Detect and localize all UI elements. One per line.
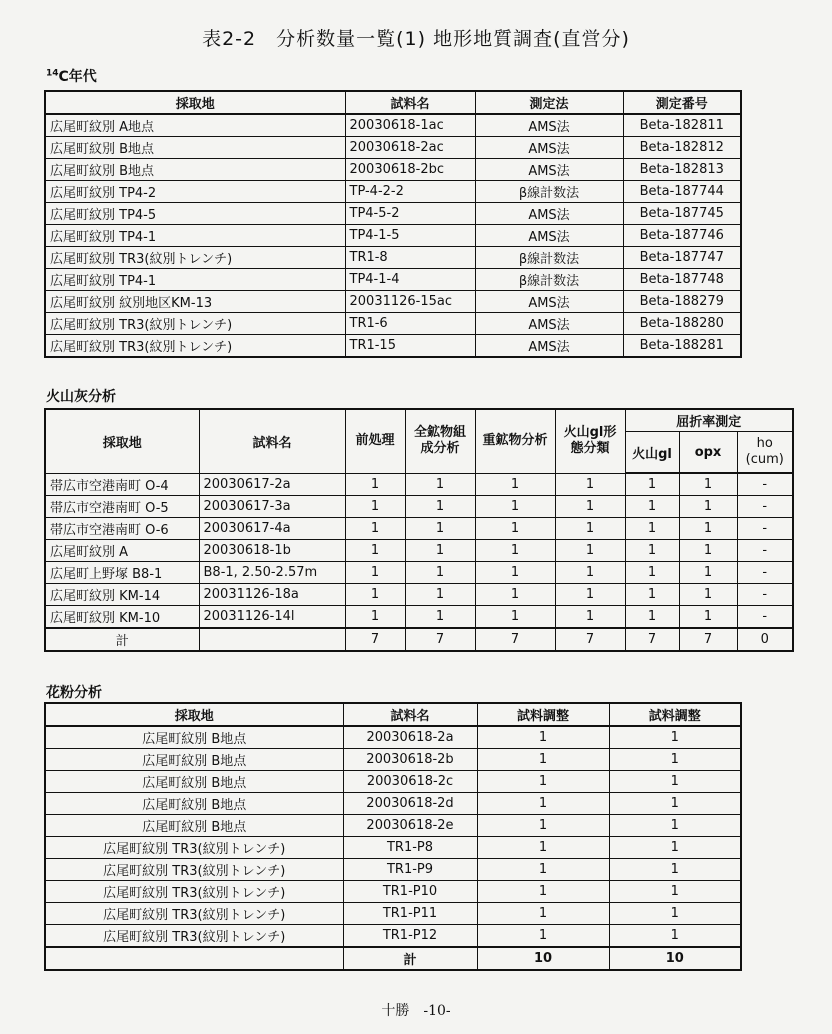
ash-cell: 1: [555, 584, 625, 606]
pollen-cell: 1: [609, 859, 741, 881]
pollen-section-label: 花粉分析: [46, 685, 102, 701]
c14-cell: 広尾町紋別 紋別地区KM-13: [45, 291, 345, 313]
ash-cell: 1: [625, 562, 679, 584]
ash-cell: 帯広市空港南町 O-4: [45, 473, 199, 496]
c14-cell: 20031126-15ac: [345, 291, 475, 313]
ash-cell: 1: [679, 518, 737, 540]
ash-cell: 20030617-2a: [199, 473, 345, 496]
pollen-cell: 広尾町紋別 TR3(紋別トレンチ): [45, 903, 343, 925]
c14-row: [45, 269, 741, 291]
c14-cell: 広尾町紋別 B地点: [45, 159, 345, 181]
ash-cell: 1: [679, 473, 737, 496]
ash-cell: 1: [475, 562, 555, 584]
ash-cell: B8-1, 2.50-2.57m: [199, 562, 345, 584]
pollen-row: [45, 793, 741, 815]
ash-cell: 帯広市空港南町 O-5: [45, 496, 199, 518]
ash-total-cell: 7: [555, 628, 625, 651]
ash-cell: 1: [405, 473, 475, 496]
ash-section-label: 火山灰分析: [46, 389, 116, 405]
c14-cell: 広尾町紋別 TP4-5: [45, 203, 345, 225]
ash-cell: -: [737, 584, 793, 606]
c14-cell: AMS法: [475, 114, 623, 137]
ash-table-body: [45, 473, 793, 651]
ash-cell: 1: [345, 473, 405, 496]
ash-row: [45, 540, 793, 562]
ash-total-cell: [199, 628, 345, 651]
c14-table-body: [45, 114, 741, 357]
c14-cell: TP4-1-5: [345, 225, 475, 247]
ash-row: [45, 584, 793, 606]
c14-cell: TP4-5-2: [345, 203, 475, 225]
pollen-header-prep-2: 試料調整: [609, 703, 741, 726]
pollen-total-cell: 10: [609, 947, 741, 970]
ash-cell: 20030617-3a: [199, 496, 345, 518]
c14-cell: 広尾町紋別 TP4-1: [45, 269, 345, 291]
c14-row: [45, 247, 741, 269]
ash-header-glass-shape: 火山gl形態分類: [555, 409, 625, 473]
ash-cell: -: [737, 496, 793, 518]
ash-header-site: 採取地: [45, 409, 199, 473]
c14-cell: Beta-187747: [623, 247, 741, 269]
ash-cell: 1: [475, 606, 555, 629]
ash-cell: 1: [475, 473, 555, 496]
ash-cell: 1: [405, 584, 475, 606]
ash-row: [45, 496, 793, 518]
c14-cell: 広尾町紋別 TR3(紋別トレンチ): [45, 247, 345, 269]
pollen-cell: 20030618-2d: [343, 793, 477, 815]
ash-cell: 1: [555, 518, 625, 540]
pollen-row: [45, 771, 741, 793]
c14-cell: 広尾町紋別 TP4-2: [45, 181, 345, 203]
ash-total-cell: 計: [45, 628, 199, 651]
pollen-cell: 20030618-2a: [343, 726, 477, 749]
pollen-cell: 1: [477, 793, 609, 815]
pollen-cell: 1: [609, 815, 741, 837]
pollen-cell: 1: [609, 771, 741, 793]
ash-cell: 1: [405, 496, 475, 518]
pollen-row: [45, 903, 741, 925]
ash-total-row: [45, 628, 793, 651]
c14-cell: AMS法: [475, 159, 623, 181]
ash-cell: 1: [345, 562, 405, 584]
ash-cell: 1: [475, 540, 555, 562]
pollen-cell: 広尾町紋別 B地点: [45, 749, 343, 771]
c14-cell: 広尾町紋別 TR3(紋別トレンチ): [45, 313, 345, 335]
pollen-total-cell: 計: [343, 947, 477, 970]
pollen-total-cell: 10: [477, 947, 609, 970]
ash-cell: 1: [555, 540, 625, 562]
pollen-cell: 20030618-2b: [343, 749, 477, 771]
c14-cell: Beta-187748: [623, 269, 741, 291]
c14-cell: Beta-188279: [623, 291, 741, 313]
c14-cell: Beta-182812: [623, 137, 741, 159]
c14-row: [45, 225, 741, 247]
c14-cell: 広尾町紋別 TR3(紋別トレンチ): [45, 335, 345, 358]
ash-cell: 20030617-4a: [199, 518, 345, 540]
c14-cell: 広尾町紋別 B地点: [45, 137, 345, 159]
pollen-cell: 1: [609, 726, 741, 749]
pollen-cell: 広尾町紋別 B地点: [45, 815, 343, 837]
pollen-cell: TR1-P10: [343, 881, 477, 903]
ash-cell: 1: [679, 562, 737, 584]
ash-cell: 1: [345, 606, 405, 629]
ash-cell: 1: [345, 518, 405, 540]
ash-table: [44, 408, 794, 652]
ash-total-cell: 7: [475, 628, 555, 651]
pollen-cell: 広尾町紋別 TR3(紋別トレンチ): [45, 881, 343, 903]
c14-cell: 20030618-1ac: [345, 114, 475, 137]
pollen-cell: 1: [609, 925, 741, 948]
ash-cell: 1: [679, 584, 737, 606]
pollen-cell: 1: [609, 903, 741, 925]
pollen-cell: 広尾町紋別 B地点: [45, 793, 343, 815]
pollen-row: [45, 749, 741, 771]
pollen-total-row: [45, 947, 741, 970]
c14-cell: TR1-8: [345, 247, 475, 269]
pollen-header-site: 採取地: [45, 703, 343, 726]
ash-cell: -: [737, 473, 793, 496]
pollen-cell: 1: [609, 881, 741, 903]
pollen-cell: 1: [477, 771, 609, 793]
pollen-cell: 1: [609, 793, 741, 815]
pollen-cell: TR1-P9: [343, 859, 477, 881]
c14-cell: AMS法: [475, 313, 623, 335]
c14-cell: β線計数法: [475, 247, 623, 269]
c14-cell: Beta-182813: [623, 159, 741, 181]
page-footer: 十勝 -10-: [381, 1003, 451, 1019]
ash-cell: 20031126-18a: [199, 584, 345, 606]
ash-row: [45, 562, 793, 584]
ash-cell: 1: [555, 562, 625, 584]
ash-cell: 1: [679, 540, 737, 562]
ash-cell: 1: [405, 540, 475, 562]
c14-section-label: [46, 66, 97, 86]
c14-row: [45, 159, 741, 181]
pollen-cell: 1: [609, 749, 741, 771]
c14-cell: Beta-187745: [623, 203, 741, 225]
ash-cell: 帯広市空港南町 O-6: [45, 518, 199, 540]
c14-cell: β線計数法: [475, 181, 623, 203]
c14-cell: AMS法: [475, 203, 623, 225]
ash-cell: -: [737, 518, 793, 540]
pollen-table: [44, 702, 742, 971]
ash-cell: 20030618-1b: [199, 540, 345, 562]
c14-row: [45, 291, 741, 313]
ash-cell: -: [737, 562, 793, 584]
pollen-row: [45, 837, 741, 859]
c14-cell: 広尾町紋別 TP4-1: [45, 225, 345, 247]
ash-cell: 広尾町紋別 KM-14: [45, 584, 199, 606]
ash-cell: 1: [405, 518, 475, 540]
c14-row: [45, 137, 741, 159]
c14-header-number: 測定番号: [623, 91, 741, 114]
pollen-table-body: [45, 726, 741, 970]
ash-header-refractive: 屈折率測定: [625, 409, 793, 432]
ash-cell: 1: [405, 606, 475, 629]
ash-cell: 1: [475, 518, 555, 540]
pollen-cell: 1: [477, 925, 609, 948]
c14-cell: 20030618-2bc: [345, 159, 475, 181]
pollen-cell: 広尾町紋別 TR3(紋別トレンチ): [45, 859, 343, 881]
pollen-cell: TR1-P12: [343, 925, 477, 948]
c14-cell: TR1-15: [345, 335, 475, 358]
pollen-cell: TR1-P11: [343, 903, 477, 925]
ash-row: [45, 473, 793, 496]
pollen-cell: 1: [477, 837, 609, 859]
pollen-cell: 1: [477, 749, 609, 771]
ash-total-cell: 0: [737, 628, 793, 651]
c14-cell: AMS法: [475, 291, 623, 313]
ash-cell: 1: [679, 606, 737, 629]
c14-header-method: 測定法: [475, 91, 623, 114]
c14-cell: 広尾町紋別 A地点: [45, 114, 345, 137]
ash-cell: 広尾町上野塚 B8-1: [45, 562, 199, 584]
pollen-cell: TR1-P8: [343, 837, 477, 859]
pollen-cell: 広尾町紋別 TR3(紋別トレンチ): [45, 837, 343, 859]
ash-header-refract-glass: 火山gl: [625, 432, 679, 474]
c14-row: [45, 181, 741, 203]
ash-cell: 1: [555, 473, 625, 496]
pollen-row: [45, 859, 741, 881]
c14-cell: Beta-188281: [623, 335, 741, 358]
c14-label-superscript: 14: [46, 68, 59, 79]
ash-row: [45, 606, 793, 629]
ash-cell: 1: [555, 496, 625, 518]
pollen-row: [45, 815, 741, 837]
ash-cell: 1: [405, 562, 475, 584]
ash-header-refract-ho: ho (cum): [737, 432, 793, 474]
ash-header-whole-mineral: 全鉱物組成分析: [405, 409, 475, 473]
ash-row: [45, 518, 793, 540]
c14-cell: Beta-187744: [623, 181, 741, 203]
ash-total-cell: 7: [405, 628, 475, 651]
pollen-total-cell: [45, 947, 343, 970]
pollen-row: [45, 881, 741, 903]
ash-cell: 広尾町紋別 KM-10: [45, 606, 199, 629]
ash-cell: 1: [475, 496, 555, 518]
ash-header-refract-opx: opx: [679, 432, 737, 474]
c14-cell: Beta-187746: [623, 225, 741, 247]
pollen-cell: 20030618-2e: [343, 815, 477, 837]
c14-cell: 20030618-2ac: [345, 137, 475, 159]
ash-total-cell: 7: [679, 628, 737, 651]
c14-label-text: C年代: [58, 69, 97, 85]
c14-cell: β線計数法: [475, 269, 623, 291]
c14-row: [45, 313, 741, 335]
pollen-cell: 広尾町紋別 TR3(紋別トレンチ): [45, 925, 343, 948]
c14-cell: TP-4-2-2: [345, 181, 475, 203]
ash-header-row-1: [45, 409, 793, 432]
c14-row: [45, 335, 741, 358]
ash-cell: 1: [345, 540, 405, 562]
c14-cell: Beta-182811: [623, 114, 741, 137]
ash-cell: 1: [345, 584, 405, 606]
ash-cell: 1: [625, 496, 679, 518]
c14-row: [45, 114, 741, 137]
pollen-cell: 広尾町紋別 B地点: [45, 771, 343, 793]
pollen-cell: 1: [477, 859, 609, 881]
pollen-cell: 1: [477, 903, 609, 925]
ash-cell: 1: [475, 584, 555, 606]
pollen-row: [45, 726, 741, 749]
c14-header-sample: 試料名: [345, 91, 475, 114]
c14-table: [44, 90, 742, 358]
c14-cell: AMS法: [475, 335, 623, 358]
pollen-header-sample: 試料名: [343, 703, 477, 726]
ash-total-cell: 7: [625, 628, 679, 651]
ash-cell: 1: [625, 606, 679, 629]
pollen-cell: 20030618-2c: [343, 771, 477, 793]
ash-cell: 1: [625, 584, 679, 606]
c14-cell: TP4-1-4: [345, 269, 475, 291]
c14-header-site: 採取地: [45, 91, 345, 114]
pollen-cell: 広尾町紋別 B地点: [45, 726, 343, 749]
ash-header-sample: 試料名: [199, 409, 345, 473]
pollen-header-row: [45, 703, 741, 726]
pollen-row: [45, 925, 741, 948]
ash-cell: 1: [555, 606, 625, 629]
pollen-cell: 1: [477, 726, 609, 749]
ash-header-heavy-mineral: 重鉱物分析: [475, 409, 555, 473]
ash-total-cell: 7: [345, 628, 405, 651]
c14-cell: Beta-188280: [623, 313, 741, 335]
ash-cell: 1: [679, 496, 737, 518]
ash-cell: 1: [625, 473, 679, 496]
ash-cell: -: [737, 540, 793, 562]
c14-cell: AMS法: [475, 137, 623, 159]
c14-row: [45, 203, 741, 225]
pollen-header-prep-1: 試料調整: [477, 703, 609, 726]
pollen-cell: 1: [477, 881, 609, 903]
ash-cell: 1: [345, 496, 405, 518]
c14-cell: TR1-6: [345, 313, 475, 335]
ash-cell: 1: [625, 540, 679, 562]
pollen-cell: 1: [609, 837, 741, 859]
c14-header-row: [45, 91, 741, 114]
page-title: 表2-2 分析数量一覧(1) 地形地質調査(直営分): [202, 28, 630, 50]
ash-cell: 1: [625, 518, 679, 540]
ash-header-pretreatment: 前処理: [345, 409, 405, 473]
ash-cell: 20031126-14l: [199, 606, 345, 629]
ash-cell: 広尾町紋別 A: [45, 540, 199, 562]
pollen-cell: 1: [477, 815, 609, 837]
ash-cell: -: [737, 606, 793, 629]
c14-cell: AMS法: [475, 225, 623, 247]
